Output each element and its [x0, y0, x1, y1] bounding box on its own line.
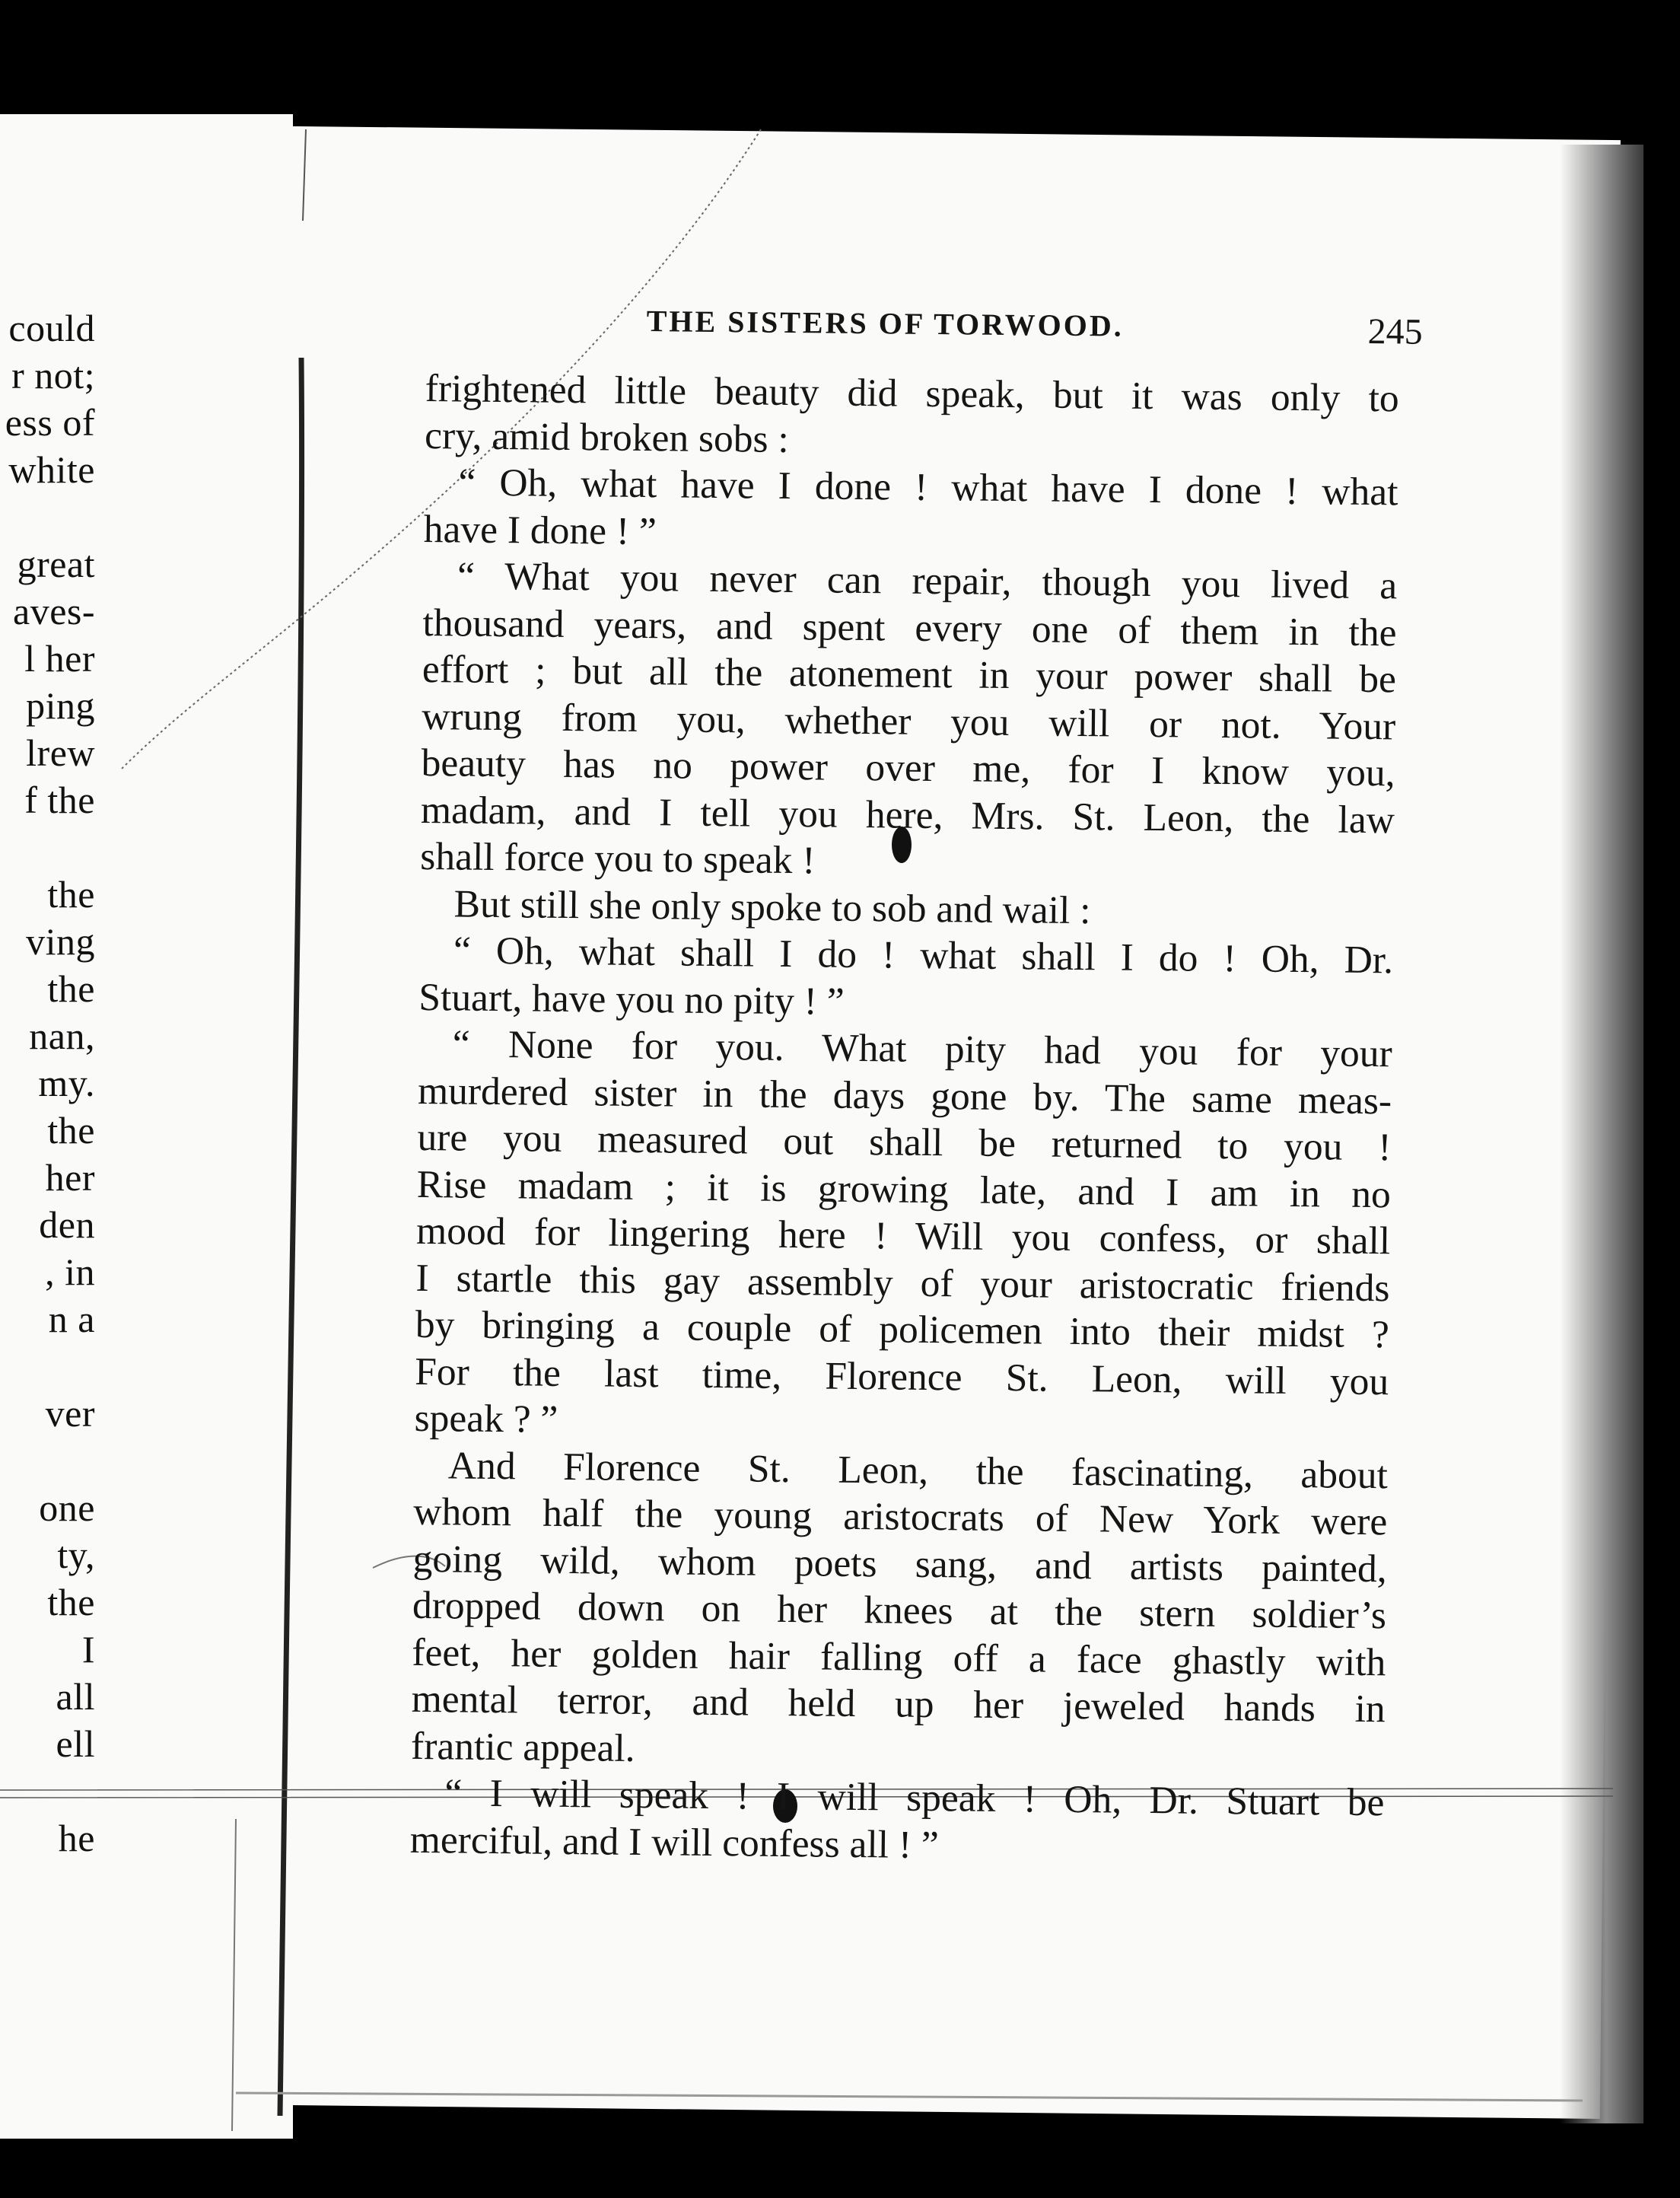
- text-line: beauty has no power over me, for I know you,: [421, 741, 1395, 795]
- text-line: “ Oh, what have I done ! what have I done ! what: [458, 460, 1398, 514]
- left-page-line-fragment: ping: [26, 684, 95, 727]
- left-page-line-fragment: ell: [56, 1722, 95, 1765]
- left-page-line-fragment: ver: [45, 1392, 95, 1435]
- text-line: going wild, whom poets sang, and artists painted,: [412, 1537, 1387, 1591]
- text-line: Rise madam ; it is growing late, and I am in no: [416, 1162, 1392, 1216]
- text-line: feet, her golden hair falling off a face ghastly with: [412, 1630, 1386, 1684]
- text-line: But still she only spoke to sob and wail :: [453, 881, 1091, 932]
- left-page-line-fragment: r not;: [11, 354, 95, 397]
- gutter-crease: [303, 129, 306, 221]
- page-gutter-line: [280, 358, 302, 2116]
- left-page-line-fragment: n a: [48, 1298, 95, 1340]
- left-page-line-fragment: the: [47, 967, 95, 1010]
- text-line: dropped down on her knees at the stern soldier’s: [412, 1583, 1387, 1638]
- text-line: For the last time, Florence St. Leon, will you: [414, 1349, 1389, 1403]
- text-line: frantic appeal.: [410, 1724, 635, 1770]
- left-page-line-fragment: den: [39, 1203, 95, 1246]
- text-line: mood for lingering here ! Will you confess, or shall: [415, 1209, 1391, 1263]
- left-page-edge: [232, 1819, 236, 2131]
- left-page-line-fragment: [0, 1767, 95, 1814]
- text-line: And Florence St. Leon, the fascinating, about: [447, 1443, 1389, 1497]
- left-page-line-fragment: I: [81, 1628, 95, 1671]
- text-line: madam, and I tell you here, Mrs. St. Leon, the law: [420, 788, 1395, 842]
- text-line: Stuart, have you no pity ! ”: [418, 975, 845, 1024]
- left-page-line-fragment: [0, 1437, 95, 1484]
- running-head: [425, 301, 1423, 375]
- left-page-line-fragment: the: [47, 1109, 95, 1152]
- text-line: have I done ! ”: [423, 507, 657, 553]
- left-page-line-fragment: aves-: [13, 590, 95, 632]
- text-line: ure you measured out shall be returned to you !: [417, 1115, 1392, 1170]
- text-line: wrung from you, whether you will or not. Your: [421, 694, 1396, 748]
- text-line: effort ; but all the atonement in your power shall be: [422, 647, 1397, 702]
- left-page-line-fragment: ess of: [5, 401, 95, 444]
- left-page-line-fragment: ty,: [57, 1534, 95, 1576]
- left-page-text-fragments: [0, 304, 95, 1862]
- text-line: frightened little beauty did speak, but it was only to: [425, 366, 1400, 421]
- left-page-line-fragment: [0, 1343, 95, 1390]
- left-page-line-fragment: the: [47, 1581, 95, 1623]
- left-page-line-fragment: , in: [45, 1250, 95, 1293]
- left-page-line-fragment: the: [47, 873, 95, 916]
- left-page-line-fragment: my.: [38, 1062, 95, 1104]
- left-page-line-fragment: he: [58, 1817, 95, 1859]
- page-number: 245: [1367, 311, 1423, 352]
- page-bottom-edge: [236, 2093, 1583, 2101]
- text-line: I startle this gay assembly of your aristocratic friends: [415, 1256, 1390, 1310]
- text-line: cry, amid broken sobs :: [424, 413, 790, 461]
- text-line: whom half the young aristocrats of New York were: [413, 1489, 1388, 1544]
- left-page-line-fragment: her: [45, 1156, 95, 1199]
- text-line: “ What you never can repair, though you lived a: [457, 554, 1398, 608]
- body-text: [410, 365, 1400, 1873]
- left-page-line-fragment: f the: [24, 779, 95, 821]
- text-line: murdered sister in the days gone by. The same meas-: [417, 1069, 1392, 1123]
- text-line: merciful, and I will confess all ! ”: [409, 1817, 940, 1867]
- left-page-line-fragment: one: [39, 1486, 95, 1529]
- left-page-line-fragment: white: [8, 448, 95, 491]
- text-line: “ None for you. What pity had you for your: [452, 1022, 1393, 1076]
- text-line: mental terror, and held up her jeweled hands in: [411, 1677, 1386, 1731]
- text-line: shall force you to speak !: [420, 834, 816, 883]
- text-line: by bringing a couple of policemen into their midst ?: [415, 1302, 1390, 1357]
- left-page-line-fragment: nan,: [29, 1015, 95, 1057]
- right-page-text-block: [409, 301, 1423, 1873]
- left-page-line-fragment: great: [17, 543, 95, 585]
- left-page-line-fragment: [0, 823, 95, 871]
- left-page-line-fragment: could: [8, 307, 95, 349]
- text-line: “ Oh, what shall I do ! what shall I do ! Oh, Dr.: [453, 929, 1394, 983]
- book-title: THE SISTERS OF TORWOOD.: [646, 304, 1124, 343]
- left-page-line-fragment: lrew: [26, 731, 95, 774]
- left-page-line-fragment: l her: [24, 637, 95, 680]
- left-page-line-fragment: [0, 493, 95, 540]
- left-page-line-fragment: ving: [26, 920, 95, 963]
- text-line: “ I will speak ! I will speak ! Oh, Dr. Stuart be: [444, 1771, 1385, 1825]
- left-page-line-fragment: all: [56, 1675, 95, 1718]
- text-line: thousand years, and spent every one of them in the: [422, 600, 1397, 655]
- text-line: speak ? ”: [414, 1396, 558, 1441]
